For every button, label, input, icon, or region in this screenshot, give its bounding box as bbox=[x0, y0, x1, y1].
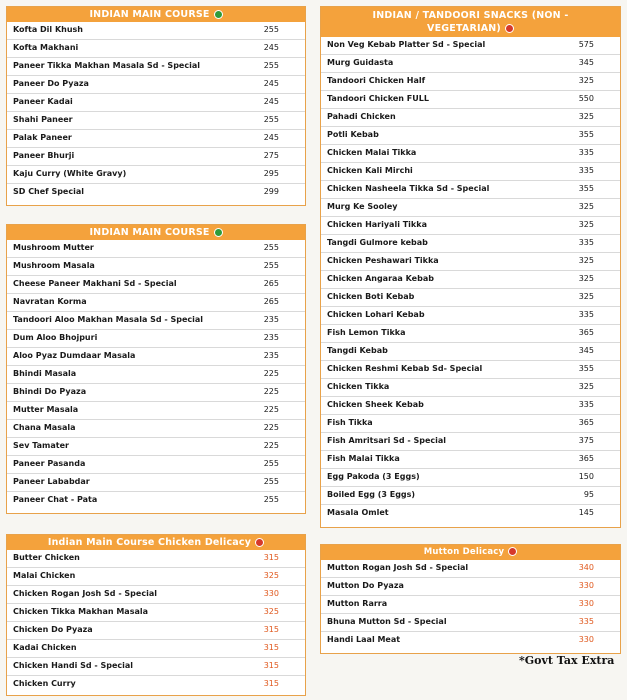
menu-item-row bbox=[7, 492, 305, 510]
item-price: 255 bbox=[263, 477, 279, 486]
item-name: Paneer Chat - Pata bbox=[13, 495, 98, 504]
item-price: 255 bbox=[263, 115, 279, 124]
menu-item-row bbox=[321, 433, 620, 451]
item-price: 325 bbox=[263, 571, 279, 580]
menu-item-row bbox=[7, 474, 305, 492]
item-list bbox=[7, 22, 305, 202]
item-name: Murg Ke Sooley bbox=[327, 202, 398, 211]
item-name: Kadai Chicken bbox=[13, 643, 77, 652]
item-price: 365 bbox=[578, 418, 594, 427]
veg-icon bbox=[214, 10, 223, 19]
item-name: Mushroom Masala bbox=[13, 261, 95, 270]
menu-item-row bbox=[7, 640, 305, 658]
item-list bbox=[321, 37, 620, 523]
item-name: Fish Amritsari Sd - Special bbox=[327, 436, 447, 445]
item-name: Egg Pakoda (3 Eggs) bbox=[327, 472, 420, 481]
item-name: Chicken Lohari Kebab bbox=[327, 310, 425, 319]
menu-item-row bbox=[7, 420, 305, 438]
item-price: 255 bbox=[263, 495, 279, 504]
item-price: 335 bbox=[578, 400, 594, 409]
item-price: 235 bbox=[263, 333, 279, 342]
menu-item-row bbox=[321, 109, 620, 127]
item-price: 335 bbox=[578, 238, 594, 247]
item-price: 245 bbox=[263, 43, 279, 52]
item-price: 365 bbox=[578, 454, 594, 463]
item-name: Tandoori Chicken FULL bbox=[327, 94, 429, 103]
menu-item-row bbox=[321, 632, 620, 650]
item-name: Tangdi Kebab bbox=[327, 346, 388, 355]
menu-item-row bbox=[7, 22, 305, 40]
section-header bbox=[321, 545, 620, 560]
item-name: Chicken Peshawari Tikka bbox=[327, 256, 439, 265]
menu-item-row bbox=[321, 505, 620, 523]
menu-item-row bbox=[7, 676, 305, 694]
item-price: 255 bbox=[263, 61, 279, 70]
menu-item-row bbox=[7, 330, 305, 348]
menu-item-row bbox=[7, 402, 305, 420]
menu-item-row bbox=[321, 325, 620, 343]
item-list bbox=[321, 560, 620, 650]
menu-item-row bbox=[7, 550, 305, 568]
item-name: Chicken Angaraa Kebab bbox=[327, 274, 434, 283]
item-price: 330 bbox=[578, 635, 594, 644]
item-price: 345 bbox=[578, 58, 594, 67]
section-title: Mutton Delicacy bbox=[423, 547, 505, 557]
non-veg-icon bbox=[508, 547, 517, 556]
item-price: 335 bbox=[578, 310, 594, 319]
govt-tax-note: *Govt Tax Extra bbox=[519, 654, 615, 667]
item-price: 345 bbox=[578, 346, 594, 355]
menu-item-row bbox=[321, 181, 620, 199]
item-name: SD Chef Special bbox=[13, 187, 84, 196]
item-price: 255 bbox=[263, 243, 279, 252]
item-name: Malai Chicken bbox=[13, 571, 76, 580]
item-name: Chicken Reshmi Kebab Sd- Special bbox=[327, 364, 483, 373]
item-name: Paneer Lababdar bbox=[13, 477, 90, 486]
item-price: 225 bbox=[263, 423, 279, 432]
menu-item-row bbox=[7, 276, 305, 294]
menu-item-row bbox=[321, 596, 620, 614]
menu-item-row bbox=[7, 384, 305, 402]
item-price: 325 bbox=[578, 202, 594, 211]
item-price: 325 bbox=[578, 220, 594, 229]
item-name: Boiled Egg (3 Eggs) bbox=[327, 490, 416, 499]
menu-item-row bbox=[321, 235, 620, 253]
item-name: Mutter Masala bbox=[13, 405, 79, 414]
item-name: Chicken Tikka Makhan Masala bbox=[13, 607, 148, 616]
item-name: Handi Laal Meat bbox=[327, 635, 401, 644]
menu-item-row bbox=[321, 271, 620, 289]
menu-item-row bbox=[7, 604, 305, 622]
item-price: 315 bbox=[263, 679, 279, 688]
menu-item-row bbox=[321, 415, 620, 433]
item-name: Mutton Do Pyaza bbox=[327, 581, 404, 590]
item-name: Bhindi Masala bbox=[13, 369, 77, 378]
menu-item-row bbox=[321, 55, 620, 73]
item-price: 315 bbox=[263, 553, 279, 562]
menu-item-row bbox=[7, 456, 305, 474]
menu-section-chicken-delicacy bbox=[6, 534, 306, 696]
menu-item-row bbox=[321, 217, 620, 235]
item-name: Chicken Malai Tikka bbox=[327, 148, 417, 157]
item-name: Chicken Handi Sd - Special bbox=[13, 661, 134, 670]
item-price: 255 bbox=[263, 25, 279, 34]
item-price: 150 bbox=[578, 472, 594, 481]
menu-item-row bbox=[321, 560, 620, 578]
item-price: 145 bbox=[578, 508, 594, 517]
menu-item-row bbox=[7, 258, 305, 276]
item-name: Aloo Pyaz Dumdaar Masala bbox=[13, 351, 136, 360]
item-price: 315 bbox=[263, 661, 279, 670]
menu-item-row bbox=[321, 145, 620, 163]
item-name: Navratan Korma bbox=[13, 297, 87, 306]
menu-item-row bbox=[321, 487, 620, 505]
item-name: Kofta Makhani bbox=[13, 43, 79, 52]
menu-item-row bbox=[321, 343, 620, 361]
item-name: Chicken Nasheela Tikka Sd - Special bbox=[327, 184, 490, 193]
item-price: 335 bbox=[578, 166, 594, 175]
menu-item-row bbox=[321, 397, 620, 415]
item-name: Shahi Paneer bbox=[13, 115, 73, 124]
item-price: 330 bbox=[578, 599, 594, 608]
item-name: Masala Omlet bbox=[327, 508, 389, 517]
item-price: 315 bbox=[263, 643, 279, 652]
item-name: Chicken Hariyali Tikka bbox=[327, 220, 427, 229]
item-price: 245 bbox=[263, 133, 279, 142]
menu-item-row bbox=[321, 199, 620, 217]
item-price: 365 bbox=[578, 328, 594, 337]
item-name: Paneer Bhurji bbox=[13, 151, 75, 160]
item-name: Chicken Kali Mirchi bbox=[327, 166, 413, 175]
section-header bbox=[321, 7, 620, 37]
item-price: 245 bbox=[263, 79, 279, 88]
menu-item-row bbox=[7, 622, 305, 640]
item-name: Chicken Boti Kebab bbox=[327, 292, 415, 301]
item-price: 265 bbox=[263, 297, 279, 306]
item-name: Fish Lemon Tikka bbox=[327, 328, 406, 337]
menu-section-mutton-delicacy bbox=[320, 544, 621, 654]
item-name: Fish Tikka bbox=[327, 418, 373, 427]
item-price: 255 bbox=[263, 459, 279, 468]
menu-item-row bbox=[321, 578, 620, 596]
item-price: 330 bbox=[578, 581, 594, 590]
item-name: Chana Masala bbox=[13, 423, 76, 432]
section-title-line-2: VEGETARIAN) bbox=[427, 23, 501, 34]
item-price: 325 bbox=[578, 274, 594, 283]
item-name: Mutton Rarra bbox=[327, 599, 388, 608]
item-price: 225 bbox=[263, 369, 279, 378]
menu-item-row bbox=[321, 289, 620, 307]
menu-item-row bbox=[7, 240, 305, 258]
item-name: Non Veg Kebab Platter Sd - Special bbox=[327, 40, 486, 49]
item-name: Potli Kebab bbox=[327, 130, 379, 139]
menu-item-row bbox=[7, 366, 305, 384]
item-name: Bhuna Mutton Sd - Special bbox=[327, 617, 447, 626]
section-header bbox=[7, 535, 305, 550]
menu-item-row bbox=[321, 451, 620, 469]
item-name: Chicken Curry bbox=[13, 679, 76, 688]
item-price: 355 bbox=[578, 184, 594, 193]
menu-item-row bbox=[7, 568, 305, 586]
item-name: Paneer Kadai bbox=[13, 97, 73, 106]
item-price: 225 bbox=[263, 441, 279, 450]
menu-item-row bbox=[7, 184, 305, 202]
item-name: Sev Tamater bbox=[13, 441, 69, 450]
item-price: 355 bbox=[578, 130, 594, 139]
menu-item-row bbox=[321, 73, 620, 91]
item-price: 315 bbox=[263, 625, 279, 634]
non-veg-icon bbox=[255, 538, 264, 547]
menu-item-row bbox=[7, 348, 305, 366]
item-name: Chicken Sheek Kebab bbox=[327, 400, 424, 409]
menu-item-row bbox=[321, 127, 620, 145]
item-price: 299 bbox=[263, 187, 279, 196]
item-name: Tandoori Aloo Makhan Masala Sd - Special bbox=[13, 315, 204, 324]
section-title-line-1: INDIAN / TANDOORI SNACKS (NON - bbox=[372, 10, 569, 21]
item-price: 325 bbox=[578, 292, 594, 301]
item-name: Chicken Tikka bbox=[327, 382, 390, 391]
section-title: Indian Main Course Chicken Delicacy bbox=[47, 537, 252, 548]
item-name: Chicken Do Pyaza bbox=[13, 625, 93, 634]
menu-item-row bbox=[321, 614, 620, 632]
item-name: Pahadi Chicken bbox=[327, 112, 396, 121]
item-price: 225 bbox=[263, 387, 279, 396]
item-price: 295 bbox=[263, 169, 279, 178]
menu-section-indian-main-course-1 bbox=[6, 6, 306, 206]
item-name: Chicken Rogan Josh Sd - Special bbox=[13, 589, 157, 598]
item-name: Paneer Tikka Makhan Masala Sd - Special bbox=[13, 61, 200, 70]
menu-item-row bbox=[321, 163, 620, 181]
item-name: Tandoori Chicken Half bbox=[327, 76, 426, 85]
menu-item-row bbox=[7, 76, 305, 94]
item-name: Bhindi Do Pyaza bbox=[13, 387, 87, 396]
item-price: 375 bbox=[578, 436, 594, 445]
item-price: 325 bbox=[578, 382, 594, 391]
menu-item-row bbox=[7, 94, 305, 112]
item-name: Kofta Dil Khush bbox=[13, 25, 83, 34]
item-price: 575 bbox=[578, 40, 594, 49]
menu-item-row bbox=[7, 312, 305, 330]
item-name: Fish Malai Tikka bbox=[327, 454, 400, 463]
menu-item-row bbox=[7, 130, 305, 148]
item-price: 255 bbox=[263, 261, 279, 270]
menu-item-row bbox=[321, 37, 620, 55]
item-name: Palak Paneer bbox=[13, 133, 72, 142]
menu-item-row bbox=[7, 438, 305, 456]
item-price: 335 bbox=[578, 617, 594, 626]
item-price: 235 bbox=[263, 351, 279, 360]
item-name: Cheese Paneer Makhani Sd - Special bbox=[13, 279, 177, 288]
item-name: Paneer Pasanda bbox=[13, 459, 86, 468]
item-price: 275 bbox=[263, 151, 279, 160]
non-veg-icon bbox=[505, 24, 514, 33]
menu-item-row bbox=[321, 361, 620, 379]
menu-item-row bbox=[7, 658, 305, 676]
section-header bbox=[7, 225, 305, 240]
item-name: Murg Guidasta bbox=[327, 58, 394, 67]
item-price: 325 bbox=[263, 607, 279, 616]
item-price: 325 bbox=[578, 76, 594, 85]
menu-item-row bbox=[7, 40, 305, 58]
menu-item-row bbox=[321, 253, 620, 271]
item-list bbox=[7, 550, 305, 694]
item-price: 355 bbox=[578, 364, 594, 373]
item-name: Dum Aloo Bhojpuri bbox=[13, 333, 98, 342]
menu-item-row bbox=[321, 469, 620, 487]
menu-item-row bbox=[7, 112, 305, 130]
item-name: Mushroom Mutter bbox=[13, 243, 94, 252]
menu-item-row bbox=[7, 586, 305, 604]
section-title: INDIAN MAIN COURSE bbox=[89, 227, 210, 238]
veg-icon bbox=[214, 228, 223, 237]
item-price: 340 bbox=[578, 563, 594, 572]
item-price: 265 bbox=[263, 279, 279, 288]
item-price: 335 bbox=[578, 148, 594, 157]
item-price: 245 bbox=[263, 97, 279, 106]
menu-section-tandoori-snacks bbox=[320, 6, 621, 528]
menu-item-row bbox=[321, 91, 620, 109]
menu-item-row bbox=[7, 294, 305, 312]
menu-item-row bbox=[7, 148, 305, 166]
section-title: INDIAN MAIN COURSE bbox=[89, 9, 210, 20]
menu-section-indian-main-course-2 bbox=[6, 224, 306, 514]
item-price: 235 bbox=[263, 315, 279, 324]
menu-item-row bbox=[321, 307, 620, 325]
item-list bbox=[7, 240, 305, 510]
item-name: Mutton Rogan Josh Sd - Special bbox=[327, 563, 469, 572]
item-price: 325 bbox=[578, 112, 594, 121]
item-price: 95 bbox=[583, 490, 594, 499]
item-name: Kaju Curry (White Gravy) bbox=[13, 169, 127, 178]
item-price: 225 bbox=[263, 405, 279, 414]
item-name: Paneer Do Pyaza bbox=[13, 79, 89, 88]
menu-item-row bbox=[7, 58, 305, 76]
item-price: 550 bbox=[578, 94, 594, 103]
menu-item-row bbox=[321, 379, 620, 397]
section-header bbox=[7, 7, 305, 22]
item-name: Tangdi Gulmore kebab bbox=[327, 238, 428, 247]
item-price: 330 bbox=[263, 589, 279, 598]
item-name: Butter Chicken bbox=[13, 553, 80, 562]
item-price: 325 bbox=[578, 256, 594, 265]
menu-item-row bbox=[7, 166, 305, 184]
